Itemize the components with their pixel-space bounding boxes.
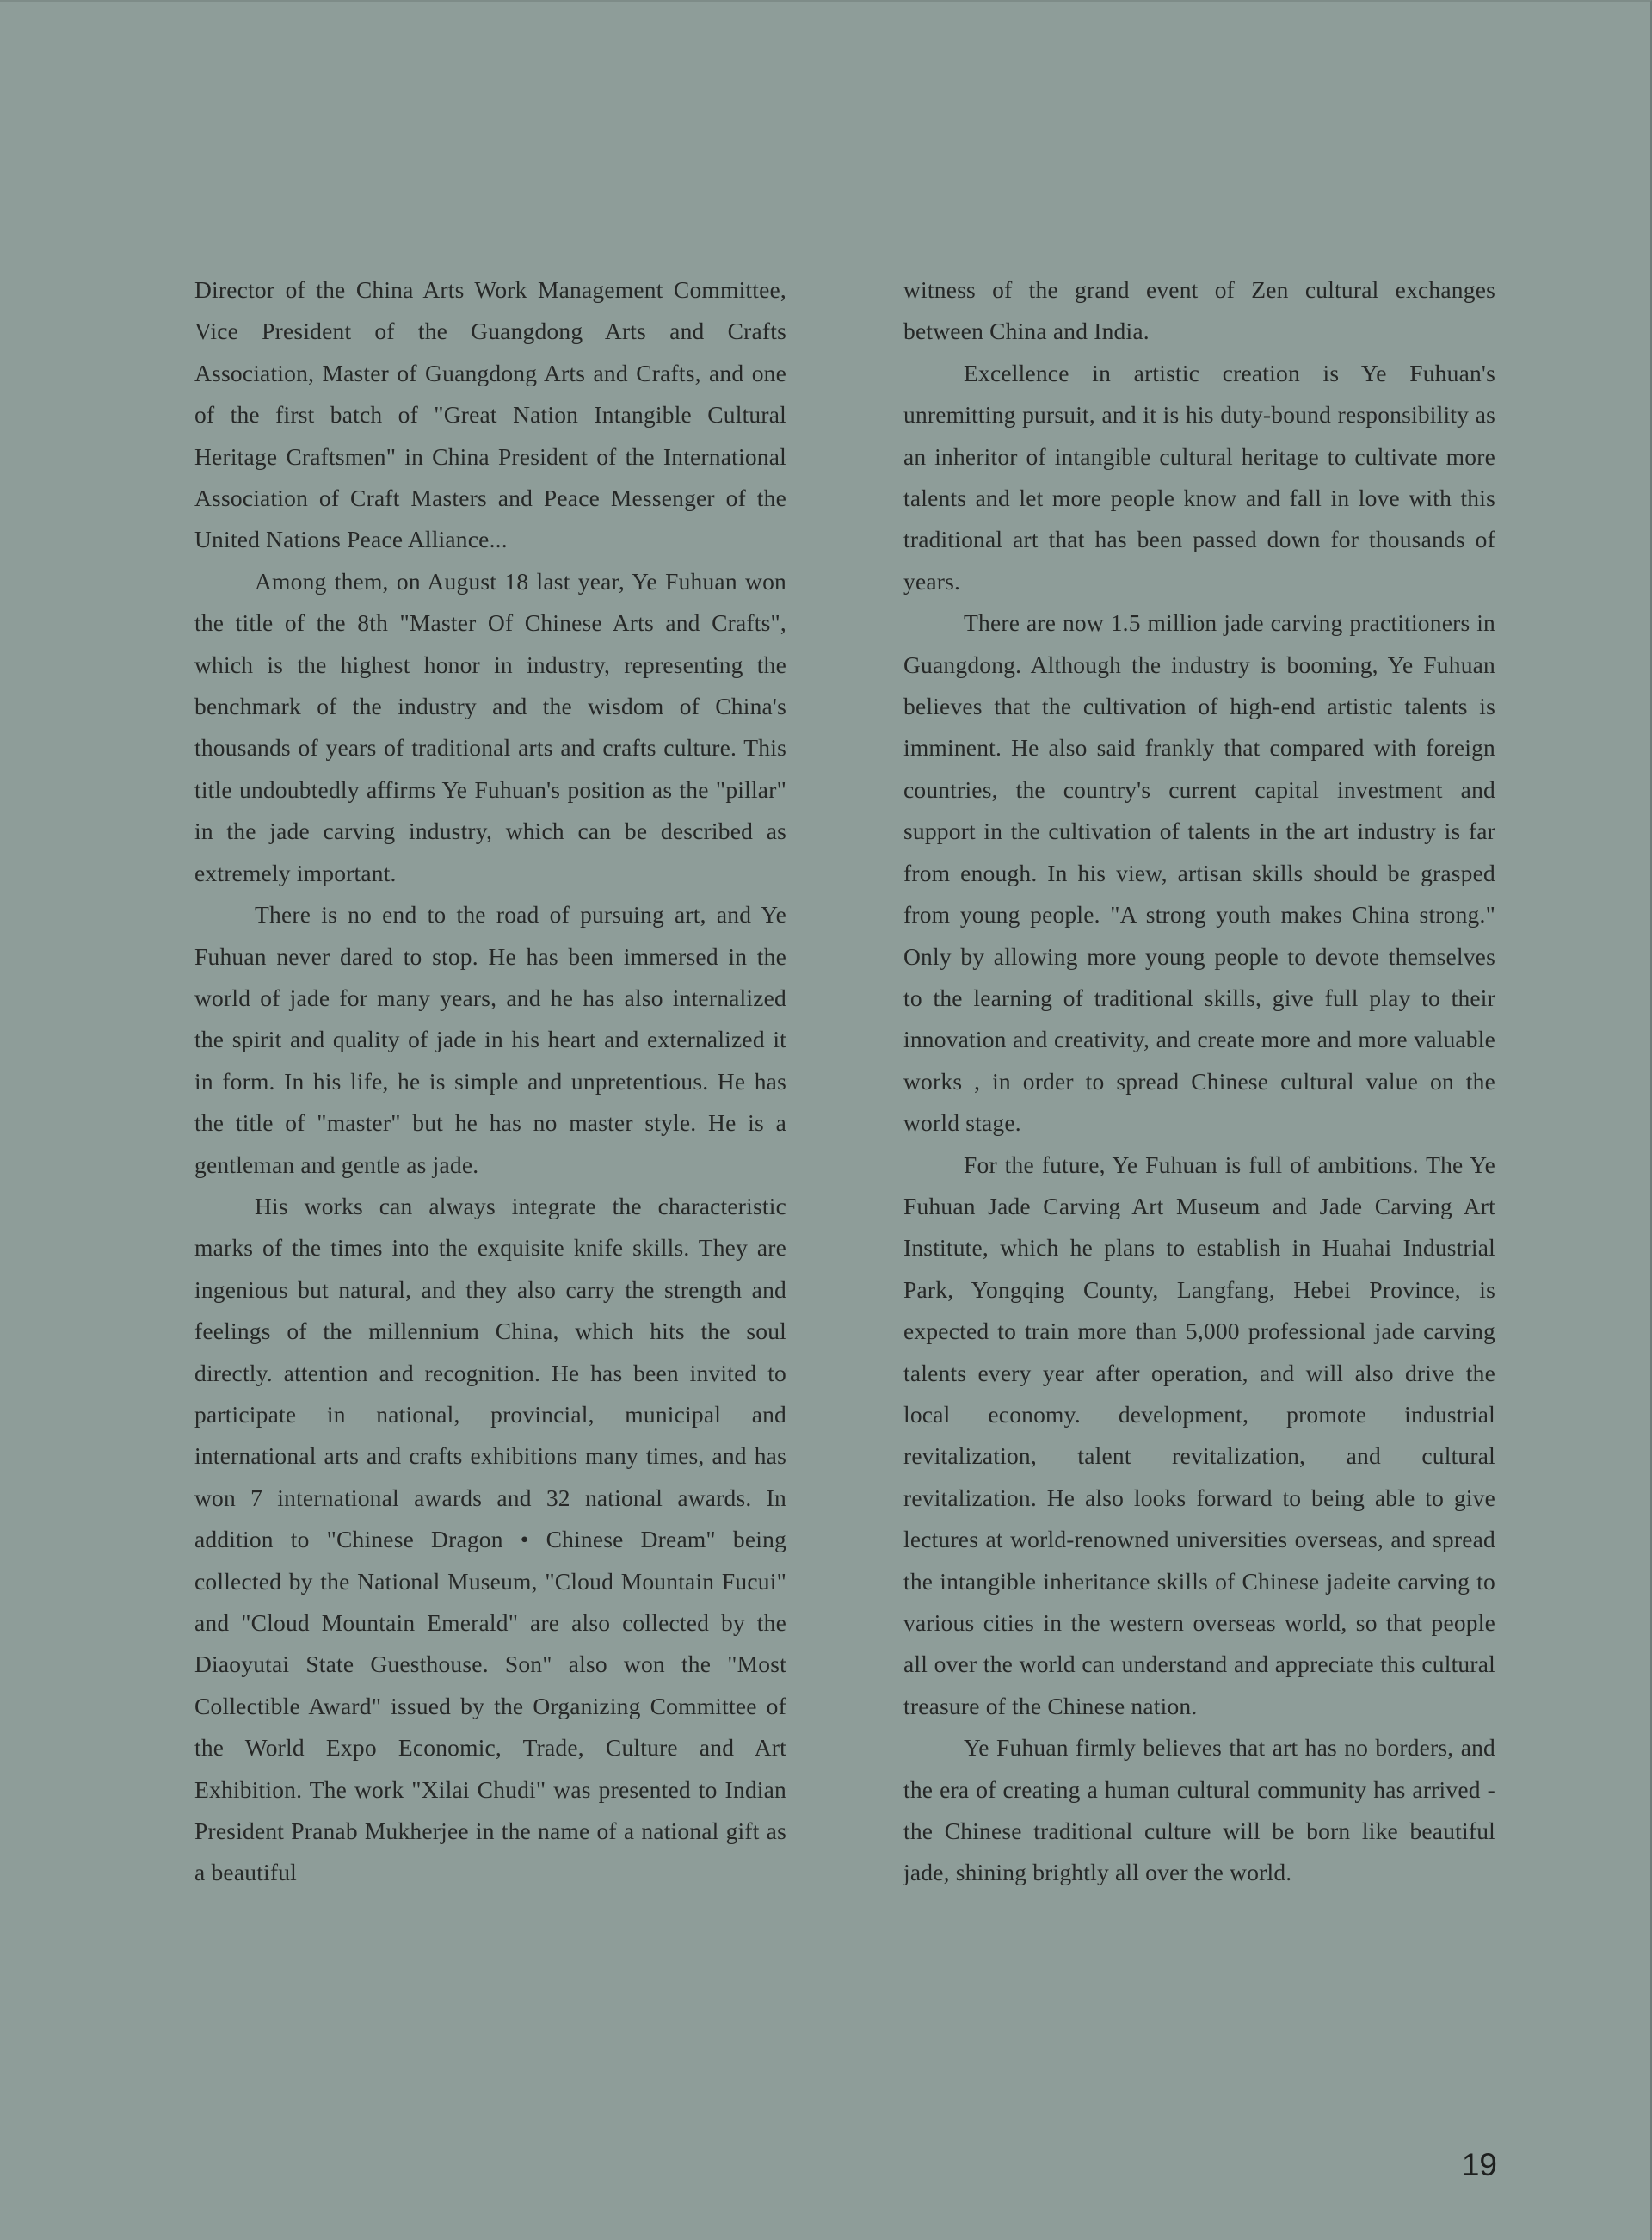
paragraph: Ye Fuhuan firmly believes that art has no borders, and the era of creating a human cultural community has arrived - the Chinese traditional culture will be born like beautiful jade, shining brightly all over the world. [903,1734,1495,1886]
paragraph: There is no end to the road of pursuing art, and Ye Fuhuan never dared to stop. He has been immersed in the world of jade for many years, and he has also internalized the spirit and quality of jade in his heart and externalized it in form. In his life, he is simple and unpretentious. He has the title of "master" but he has no master style. He is a gentleman and gentle as jade. [194,901,786,1178]
right-text-column [903,269,1495,1894]
paragraph: Excellence in artistic creation is Ye Fuhuan's unremitting pursuit, and it is his duty-bound responsibility as an inheritor of intangible cultural heritage to cultivate more talents and let more people know and fall in love with this traditional art that has been passed down for thousands of years. [903,359,1495,595]
paragraph: For the future, Ye Fuhuan is full of ambitions. The Ye Fuhuan Jade Carving Art Museum and Jade Carving Art Institute, which he plans to establish in Huahai Industrial Park, Yongqing County, Langfang, Hebei Province, is expected to train more than 5,000 professional jade carving talents every year after operation, and will also drive the local economy. development, promote industrial revitalization, talent revitalization, and cultural revitalization. He also looks forward to being able to give lectures at world-renowned universities overseas, and spread the intangible inheritance skills of Chinese jadeite carving to various cities in the western overseas world, so that people all over the world can understand and appreciate this cultural treasure of the Chinese nation. [903,1151,1495,1719]
paragraph: Director of the China Arts Work Management Committee, Vice President of the Guangdong Arts and Crafts Association, Master of Guangdong Arts and Crafts, and one of the first batch of "Great Nation Intangible Cultural Heritage Craftsmen" in China President of the International Association of Craft Masters and Peace Messenger of the United Nations Peace Alliance... [194,276,786,553]
page-number: 19 [1461,2147,1497,2182]
paragraph: His works can always integrate the characteristic marks of the times into the exquisite knife skills. They are ingenious but natural, and they also carry the strength and feelings of the millennium China, which hits the soul directly. attention and recognition. He has been invited to participate in national, provincial, municipal and international arts and crafts exhibitions many times, and has won 7 international awards and 32 national awards. In addition to "Chinese Dragon • Chinese Dream" being collected by the National Museum, "Cloud Mountain Fucui" and "Cloud Mountain Emerald" are also collected by the Diaoyutai State Guesthouse. Son" also won the "Most Collectible Award" issued by the Organizing Committee of the World Expo Economic, Trade, Culture and Art Exhibition. The work "Xilai Chudi" was presented to Indian President Pranab Mukherjee in the name of a national gift as a beautiful [194,1192,786,1886]
left-text-column [194,269,786,1894]
paragraph: witness of the grand event of Zen cultural exchanges between China and India. [903,276,1495,345]
paragraph: There are now 1.5 million jade carving practitioners in Guangdong. Although the industry is booming, Ye Fuhuan believes that the cultivation of high-end artistic talents is imminent. He also said frankly that compared with foreign countries, the country's current capital investment and support in the cultivation of talents in the art industry is far from enough. In his view, artisan skills should be grasped from young people. "A strong youth makes China strong." Only by allowing more young people to devote themselves to the learning of traditional skills, give full play to their innovation and creativity, and create more and more valuable works , in order to spread Chinese cultural value on the world stage. [903,609,1495,1137]
paragraph: Among them, on August 18 last year, Ye Fuhuan won the title of the 8th "Master Of Chinese Arts and Crafts", which is the highest honor in industry, representing the benchmark of the industry and the wisdom of China's thousands of years of traditional arts and crafts culture. This title undoubtedly affirms Ye Fuhuan's position as the "pillar" in the jade carving industry, which can be described as extremely important. [194,567,786,886]
